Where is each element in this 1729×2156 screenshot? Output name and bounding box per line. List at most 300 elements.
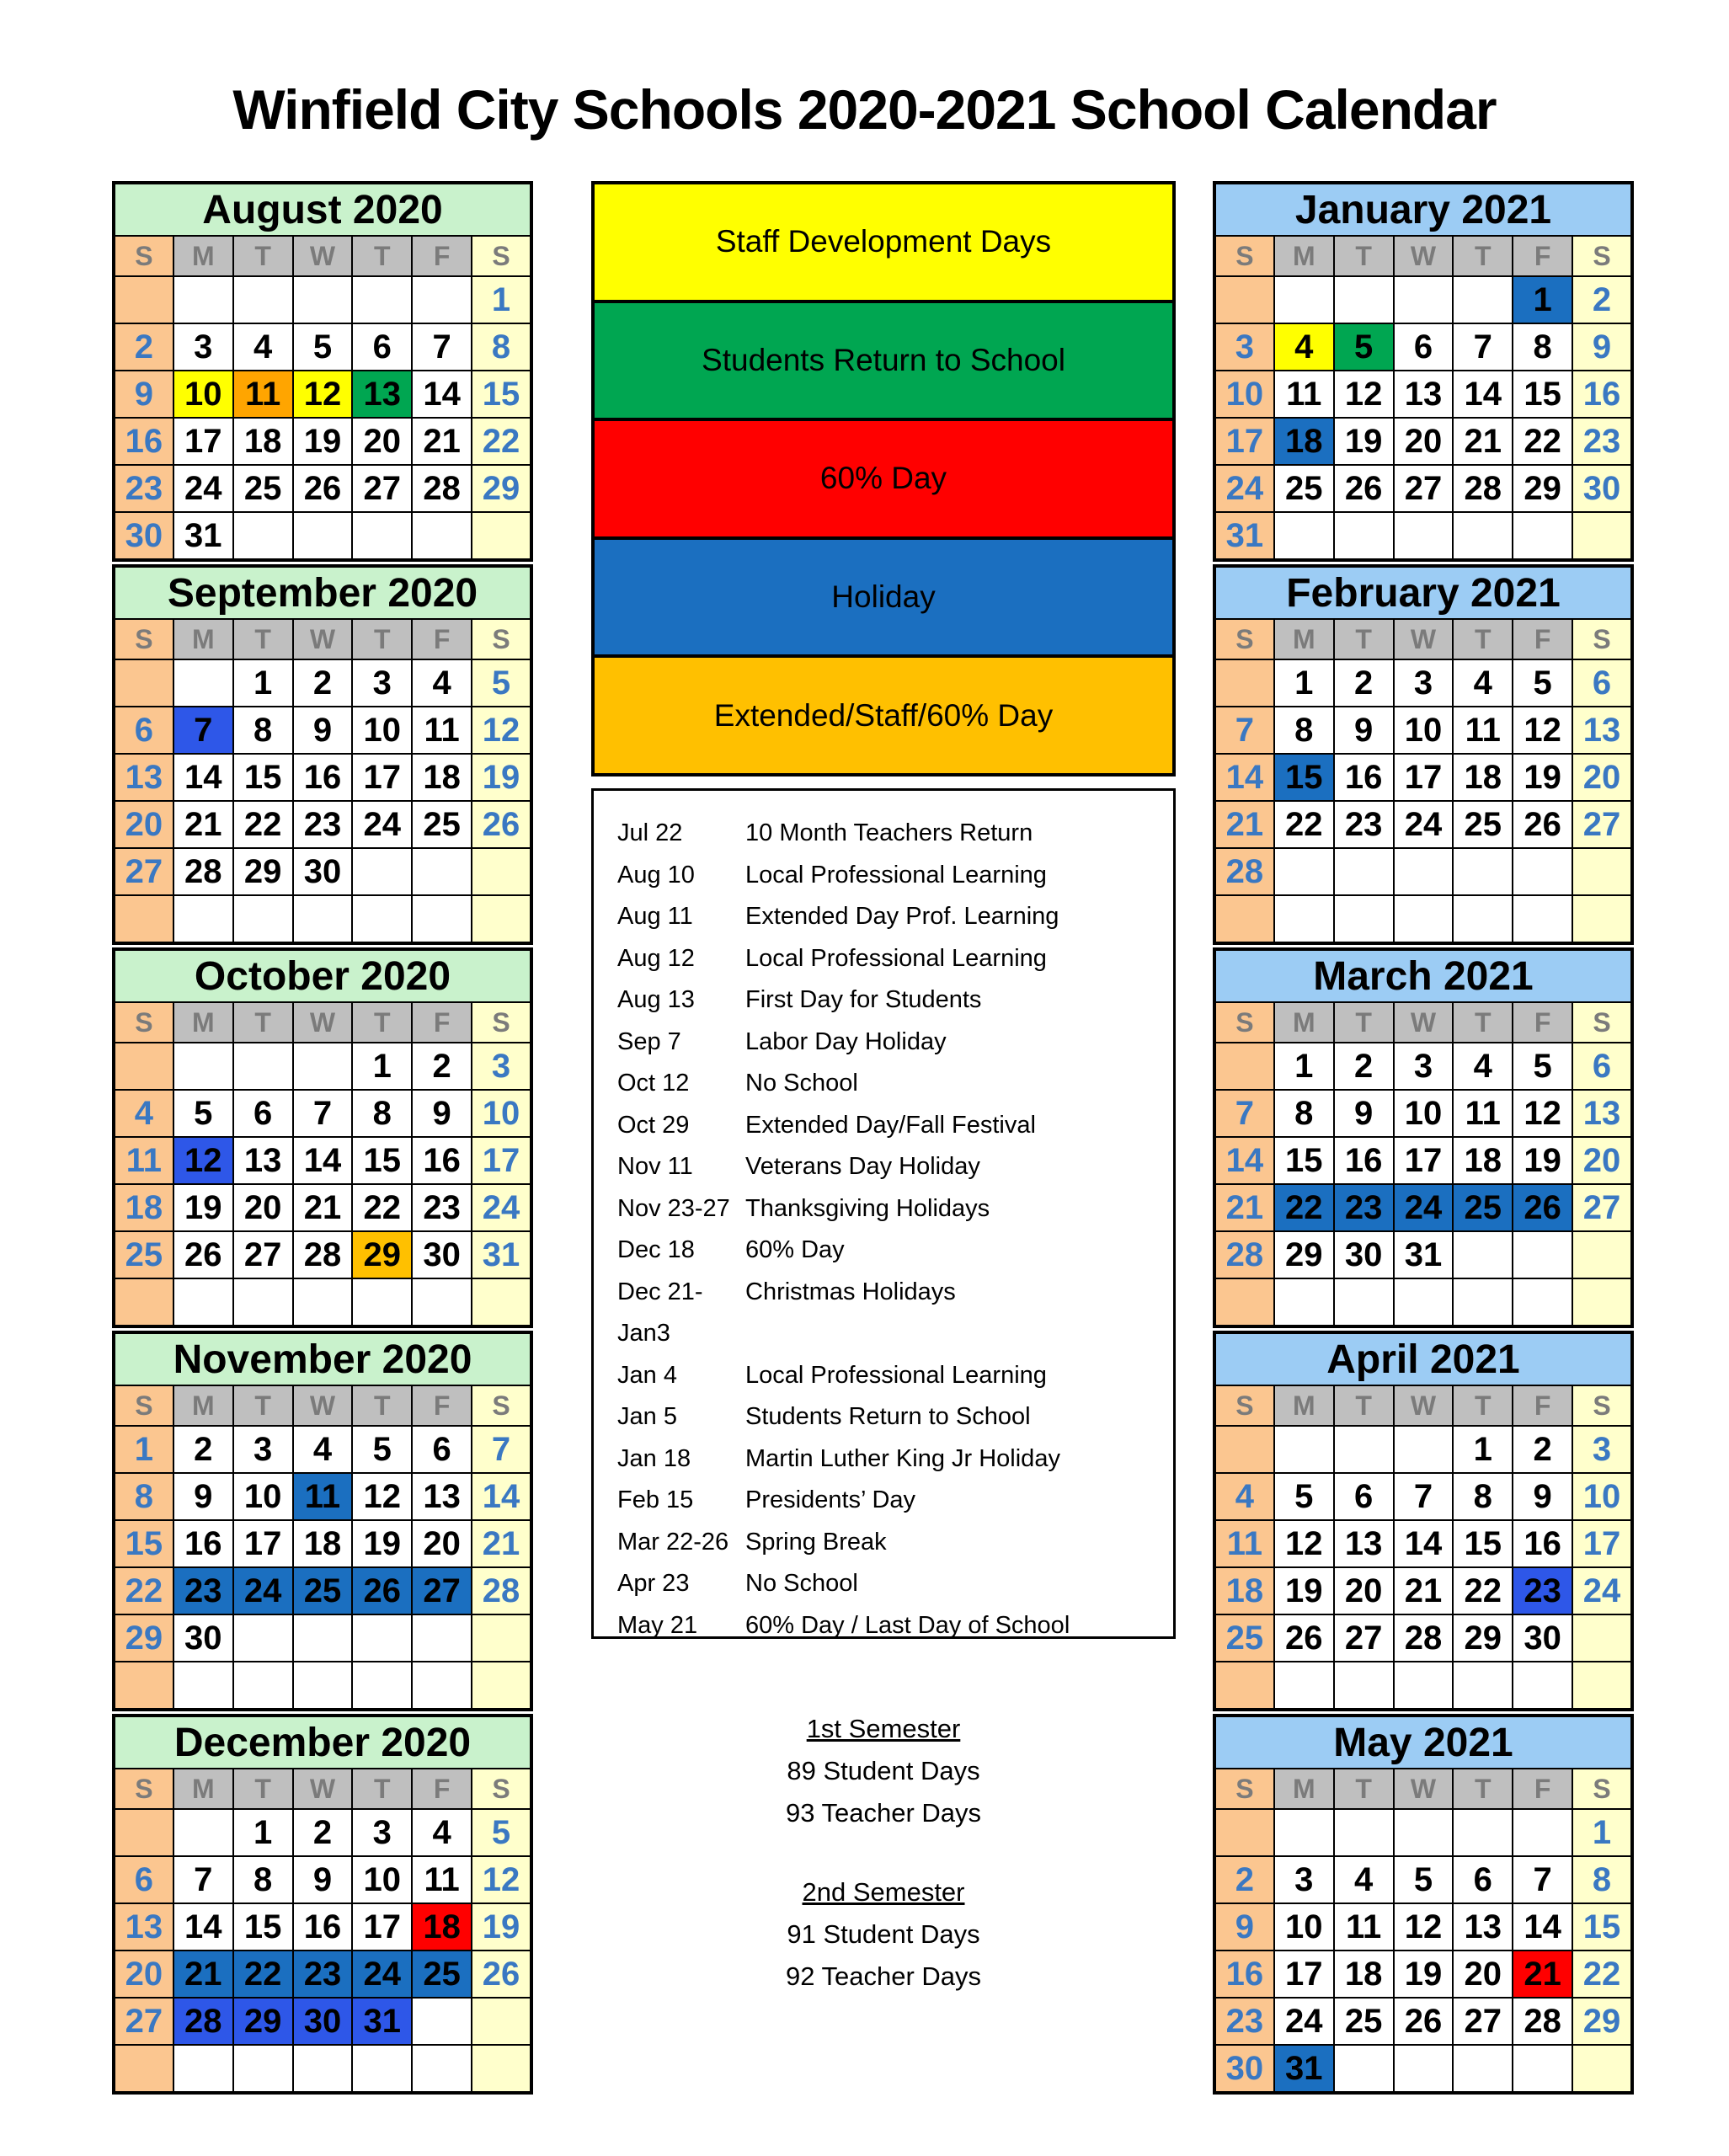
date-cell: 1 bbox=[1453, 1426, 1513, 1473]
date-cell: 1 bbox=[114, 1426, 173, 1473]
date-cell: 17 bbox=[1214, 418, 1274, 465]
day-header: S bbox=[472, 236, 531, 276]
date-cell-empty bbox=[352, 895, 412, 943]
date-cell: 24 bbox=[352, 1951, 412, 1998]
date-cell-empty bbox=[1274, 895, 1334, 943]
date-cell: 24 bbox=[352, 801, 412, 848]
key-date: Apr 23 bbox=[617, 1570, 690, 1597]
date-cell: 9 bbox=[173, 1473, 233, 1520]
date-cell: 13 bbox=[114, 1903, 173, 1951]
date-cell-empty bbox=[1394, 1426, 1454, 1473]
day-header: T bbox=[1453, 619, 1513, 659]
date-cell: 7 bbox=[472, 1426, 531, 1473]
date-cell: 19 bbox=[1513, 1137, 1572, 1184]
date-cell: 19 bbox=[1274, 1567, 1334, 1614]
date-cell: 18 bbox=[412, 754, 472, 801]
key-date-row bbox=[617, 855, 1166, 897]
date-cell-empty bbox=[472, 895, 531, 943]
date-cell-empty bbox=[1572, 2045, 1632, 2093]
date-cell: 29 bbox=[472, 465, 531, 512]
date-cell-empty bbox=[472, 1998, 531, 2045]
date-cell: 26 bbox=[352, 1567, 412, 1614]
date-cell: 18 bbox=[1453, 1137, 1513, 1184]
date-cell-empty bbox=[412, 848, 472, 895]
day-header: T bbox=[233, 1385, 293, 1426]
date-cell: 31 bbox=[1214, 512, 1274, 560]
date-cell: 26 bbox=[173, 1231, 233, 1278]
date-cell: 6 bbox=[114, 707, 173, 754]
date-cell: 4 bbox=[412, 659, 472, 707]
date-cell: 28 bbox=[1453, 465, 1513, 512]
date-cell-empty bbox=[114, 1662, 173, 1710]
date-cell: 25 bbox=[412, 801, 472, 848]
date-cell: 3 bbox=[1214, 323, 1274, 371]
date-cell-empty bbox=[293, 1043, 353, 1090]
date-cell-empty bbox=[412, 2045, 472, 2093]
day-header: T bbox=[1453, 1385, 1513, 1426]
month-calendar-january-2021 bbox=[1213, 181, 1634, 562]
date-cell: 11 bbox=[1453, 707, 1513, 754]
date-cell: 10 bbox=[352, 1856, 412, 1903]
date-cell: 22 bbox=[472, 418, 531, 465]
date-cell: 7 bbox=[1214, 707, 1274, 754]
date-cell: 15 bbox=[233, 1903, 293, 1951]
legend-item-staff-development-days bbox=[595, 184, 1172, 303]
date-cell: 19 bbox=[1513, 754, 1572, 801]
day-header: M bbox=[1274, 1002, 1334, 1043]
date-cell: 6 bbox=[1334, 1473, 1394, 1520]
date-cell: 29 bbox=[1513, 465, 1572, 512]
date-cell: 21 bbox=[1453, 418, 1513, 465]
day-header: W bbox=[1394, 1385, 1454, 1426]
month-calendar-december-2020 bbox=[112, 1714, 533, 2095]
date-cell: 28 bbox=[1513, 1998, 1572, 2045]
key-date: May 21 bbox=[617, 1611, 698, 1639]
date-cell: 20 bbox=[114, 801, 173, 848]
day-header: S bbox=[1572, 236, 1632, 276]
key-date-event: Local Professional Learning bbox=[745, 944, 1047, 972]
day-header: F bbox=[412, 1002, 472, 1043]
date-cell: 4 bbox=[114, 1090, 173, 1137]
key-date-row bbox=[617, 979, 1166, 1022]
date-cell: 22 bbox=[1274, 801, 1334, 848]
date-cell: 23 bbox=[1334, 1184, 1394, 1231]
date-cell-empty bbox=[412, 1278, 472, 1326]
day-header: S bbox=[1214, 1002, 1274, 1043]
date-cell: 19 bbox=[1394, 1951, 1454, 1998]
key-date-event: 60% Day bbox=[745, 1236, 845, 1263]
day-header: T bbox=[352, 1385, 412, 1426]
date-cell: 15 bbox=[1453, 1520, 1513, 1567]
legend-item-students-return-to-school bbox=[595, 303, 1172, 422]
date-cell-empty bbox=[1394, 1278, 1454, 1326]
date-cell: 27 bbox=[114, 1998, 173, 2045]
date-cell-empty bbox=[114, 1809, 173, 1856]
date-cell-empty bbox=[1572, 1614, 1632, 1662]
date-cell: 25 bbox=[293, 1567, 353, 1614]
key-date-event: Extended Day/Fall Festival bbox=[745, 1111, 1036, 1139]
date-cell-empty bbox=[1453, 1278, 1513, 1326]
date-cell-empty bbox=[412, 276, 472, 323]
day-header: M bbox=[1274, 1385, 1334, 1426]
date-cell-empty bbox=[173, 1043, 233, 1090]
day-header: M bbox=[173, 236, 233, 276]
day-header: T bbox=[233, 1769, 293, 1809]
date-cell: 4 bbox=[1453, 659, 1513, 707]
date-cell: 10 bbox=[1572, 1473, 1632, 1520]
semester-stat: 93 Teacher Days bbox=[785, 1798, 982, 1828]
date-cell: 13 bbox=[412, 1473, 472, 1520]
day-header: T bbox=[352, 1769, 412, 1809]
date-cell-empty bbox=[352, 1614, 412, 1662]
date-cell-empty bbox=[233, 1043, 293, 1090]
date-cell-empty bbox=[1572, 1231, 1632, 1278]
date-cell: 23 bbox=[1572, 418, 1632, 465]
date-cell: 24 bbox=[233, 1567, 293, 1614]
date-cell: 29 bbox=[233, 1998, 293, 2045]
day-header: W bbox=[1394, 619, 1454, 659]
date-cell: 11 bbox=[412, 1856, 472, 1903]
date-cell-empty bbox=[1214, 1809, 1274, 1856]
date-cell: 18 bbox=[114, 1184, 173, 1231]
date-cell: 12 bbox=[1513, 1090, 1572, 1137]
date-cell: 18 bbox=[1214, 1567, 1274, 1614]
date-cell-empty bbox=[472, 848, 531, 895]
date-cell: 18 bbox=[1334, 1951, 1394, 1998]
date-cell: 14 bbox=[472, 1473, 531, 1520]
key-date: Aug 13 bbox=[617, 986, 695, 1013]
day-header: S bbox=[472, 1769, 531, 1809]
date-cell: 22 bbox=[114, 1567, 173, 1614]
date-cell: 19 bbox=[173, 1184, 233, 1231]
key-date-event: Veterans Day Holiday bbox=[745, 1153, 980, 1180]
date-cell-empty bbox=[1274, 512, 1334, 560]
date-cell-empty bbox=[293, 895, 353, 943]
key-date: Aug 12 bbox=[617, 944, 695, 972]
date-cell: 21 bbox=[1394, 1567, 1454, 1614]
key-date-row bbox=[617, 1396, 1166, 1438]
date-cell-empty bbox=[1572, 1662, 1632, 1710]
date-cell: 20 bbox=[1394, 418, 1454, 465]
date-cell: 4 bbox=[1334, 1856, 1394, 1903]
day-header: S bbox=[1572, 1002, 1632, 1043]
key-date-event: No School bbox=[745, 1570, 858, 1597]
date-cell-empty bbox=[114, 895, 173, 943]
day-header: T bbox=[1453, 236, 1513, 276]
date-cell: 30 bbox=[293, 1998, 353, 2045]
key-date-event: Local Professional Learning bbox=[745, 861, 1047, 889]
date-cell: 10 bbox=[1214, 371, 1274, 418]
date-cell-empty bbox=[1334, 848, 1394, 895]
semester-stat: 91 Student Days bbox=[787, 1919, 980, 1949]
date-cell-empty bbox=[352, 1278, 412, 1326]
date-cell: 9 bbox=[1572, 323, 1632, 371]
date-cell: 5 bbox=[472, 1809, 531, 1856]
key-date: Jul 22 bbox=[617, 819, 683, 846]
date-cell-empty bbox=[1513, 512, 1572, 560]
date-cell: 13 bbox=[1394, 371, 1454, 418]
date-cell-empty bbox=[1334, 1278, 1394, 1326]
date-cell: 28 bbox=[412, 465, 472, 512]
day-header: F bbox=[412, 1769, 472, 1809]
date-cell: 6 bbox=[1572, 1043, 1632, 1090]
date-cell: 13 bbox=[114, 754, 173, 801]
day-header: F bbox=[1513, 1769, 1572, 1809]
date-cell: 4 bbox=[233, 323, 293, 371]
date-cell: 23 bbox=[1334, 801, 1394, 848]
month-calendar-march-2021 bbox=[1213, 947, 1634, 1328]
day-header: W bbox=[293, 1769, 353, 1809]
date-cell: 26 bbox=[1394, 1998, 1454, 2045]
date-cell-empty bbox=[1453, 1231, 1513, 1278]
date-cell-empty bbox=[173, 276, 233, 323]
date-cell: 12 bbox=[293, 371, 353, 418]
date-cell-empty bbox=[472, 1662, 531, 1710]
date-cell: 9 bbox=[1334, 707, 1394, 754]
date-cell: 9 bbox=[1513, 1473, 1572, 1520]
date-cell: 16 bbox=[173, 1520, 233, 1567]
key-date-event: Christmas Holidays bbox=[745, 1278, 956, 1305]
day-header: T bbox=[1334, 619, 1394, 659]
date-cell: 1 bbox=[1513, 276, 1572, 323]
key-date-row bbox=[617, 1022, 1166, 1064]
date-cell: 30 bbox=[412, 1231, 472, 1278]
date-cell: 22 bbox=[1274, 1184, 1334, 1231]
date-cell: 2 bbox=[173, 1426, 233, 1473]
date-cell: 16 bbox=[1334, 1137, 1394, 1184]
date-cell: 14 bbox=[1214, 1137, 1274, 1184]
date-cell: 26 bbox=[472, 1951, 531, 1998]
date-cell-empty bbox=[233, 276, 293, 323]
date-cell-empty bbox=[173, 1662, 233, 1710]
date-cell: 10 bbox=[233, 1473, 293, 1520]
date-cell: 16 bbox=[114, 418, 173, 465]
key-date-event: Students Return to School bbox=[745, 1403, 1031, 1430]
date-cell-empty bbox=[1453, 512, 1513, 560]
date-cell-empty bbox=[114, 2045, 173, 2093]
date-cell: 17 bbox=[1394, 1137, 1454, 1184]
date-cell: 21 bbox=[1513, 1951, 1572, 1998]
key-date-row bbox=[617, 1272, 1166, 1355]
date-cell: 24 bbox=[1214, 465, 1274, 512]
day-header: M bbox=[173, 1002, 233, 1043]
key-date: Jan 5 bbox=[617, 1403, 677, 1430]
date-cell: 30 bbox=[1334, 1231, 1394, 1278]
date-cell: 22 bbox=[233, 801, 293, 848]
day-header: T bbox=[233, 1002, 293, 1043]
date-cell: 3 bbox=[1572, 1426, 1632, 1473]
date-cell: 7 bbox=[1394, 1473, 1454, 1520]
month-calendar-may-2021 bbox=[1213, 1714, 1634, 2095]
date-cell: 27 bbox=[1572, 1184, 1632, 1231]
day-header: S bbox=[114, 619, 173, 659]
date-cell: 10 bbox=[173, 371, 233, 418]
date-cell: 11 bbox=[412, 707, 472, 754]
date-cell: 18 bbox=[1453, 754, 1513, 801]
date-cell-empty bbox=[233, 1278, 293, 1326]
date-cell-empty bbox=[293, 1662, 353, 1710]
date-cell: 21 bbox=[293, 1184, 353, 1231]
day-header: S bbox=[114, 1002, 173, 1043]
date-cell: 14 bbox=[1453, 371, 1513, 418]
date-cell: 5 bbox=[293, 323, 353, 371]
date-cell: 1 bbox=[352, 1043, 412, 1090]
key-date-event: Thanksgiving Holidays bbox=[745, 1194, 990, 1222]
month-calendar-september-2020 bbox=[112, 564, 533, 945]
date-cell-empty bbox=[1214, 276, 1274, 323]
date-cell-empty bbox=[352, 512, 412, 560]
date-cell: 4 bbox=[412, 1809, 472, 1856]
date-cell-empty bbox=[1334, 2045, 1394, 2093]
date-cell-empty bbox=[1513, 895, 1572, 943]
day-header: T bbox=[1334, 236, 1394, 276]
date-cell: 1 bbox=[1572, 1809, 1632, 1856]
day-header: W bbox=[1394, 1002, 1454, 1043]
date-cell: 31 bbox=[1274, 2045, 1334, 2093]
date-cell-empty bbox=[233, 2045, 293, 2093]
date-cell: 15 bbox=[233, 754, 293, 801]
date-cell: 11 bbox=[1334, 1903, 1394, 1951]
date-cell: 5 bbox=[1274, 1473, 1334, 1520]
day-header: S bbox=[1572, 1385, 1632, 1426]
date-cell: 18 bbox=[1274, 418, 1334, 465]
month-title: January 2021 bbox=[1214, 183, 1632, 236]
date-cell: 20 bbox=[1453, 1951, 1513, 1998]
date-cell-empty bbox=[1214, 659, 1274, 707]
date-cell: 13 bbox=[352, 371, 412, 418]
date-cell: 21 bbox=[1214, 801, 1274, 848]
date-cell: 16 bbox=[1334, 754, 1394, 801]
date-cell: 18 bbox=[293, 1520, 353, 1567]
key-date-row bbox=[617, 1605, 1166, 1647]
date-cell-empty bbox=[1453, 895, 1513, 943]
date-cell-empty bbox=[233, 512, 293, 560]
date-cell: 3 bbox=[352, 1809, 412, 1856]
date-cell: 7 bbox=[1513, 1856, 1572, 1903]
date-cell: 14 bbox=[1513, 1903, 1572, 1951]
date-cell: 12 bbox=[472, 707, 531, 754]
date-cell: 6 bbox=[1394, 323, 1454, 371]
date-cell: 25 bbox=[114, 1231, 173, 1278]
date-cell-empty bbox=[293, 1614, 353, 1662]
date-cell: 11 bbox=[1453, 1090, 1513, 1137]
date-cell: 20 bbox=[114, 1951, 173, 1998]
date-cell-empty bbox=[1274, 1278, 1334, 1326]
date-cell-empty bbox=[1394, 1809, 1454, 1856]
date-cell-empty bbox=[472, 2045, 531, 2093]
day-header: S bbox=[472, 1002, 531, 1043]
date-cell: 1 bbox=[472, 276, 531, 323]
date-cell: 16 bbox=[293, 1903, 353, 1951]
date-cell: 5 bbox=[1513, 659, 1572, 707]
date-cell: 27 bbox=[233, 1231, 293, 1278]
date-cell: 28 bbox=[1214, 848, 1274, 895]
date-cell: 11 bbox=[1214, 1520, 1274, 1567]
date-cell: 1 bbox=[1274, 659, 1334, 707]
key-date-row bbox=[617, 813, 1166, 855]
date-cell: 15 bbox=[472, 371, 531, 418]
date-cell: 6 bbox=[1453, 1856, 1513, 1903]
date-cell: 13 bbox=[233, 1137, 293, 1184]
key-date: Dec 21-Jan3 bbox=[617, 1278, 703, 1347]
date-cell-empty bbox=[114, 659, 173, 707]
day-header: S bbox=[1572, 619, 1632, 659]
date-cell-empty bbox=[352, 848, 412, 895]
date-cell: 12 bbox=[1334, 371, 1394, 418]
day-header: T bbox=[1334, 1002, 1394, 1043]
date-cell-empty bbox=[293, 512, 353, 560]
date-cell: 17 bbox=[1274, 1951, 1334, 1998]
month-calendar-april-2021 bbox=[1213, 1331, 1634, 1711]
date-cell: 17 bbox=[233, 1520, 293, 1567]
date-cell: 18 bbox=[233, 418, 293, 465]
date-cell-empty bbox=[1394, 276, 1454, 323]
date-cell: 15 bbox=[1274, 754, 1334, 801]
day-header: F bbox=[412, 619, 472, 659]
day-header: F bbox=[1513, 1002, 1572, 1043]
date-cell: 5 bbox=[352, 1426, 412, 1473]
day-header: T bbox=[352, 1002, 412, 1043]
key-date: Nov 23-27 bbox=[617, 1194, 730, 1222]
legend-item-holiday bbox=[595, 540, 1172, 659]
date-cell: 11 bbox=[233, 371, 293, 418]
date-cell: 14 bbox=[412, 371, 472, 418]
day-header: M bbox=[1274, 619, 1334, 659]
key-date-row bbox=[617, 1188, 1166, 1230]
date-cell: 24 bbox=[173, 465, 233, 512]
date-cell-empty bbox=[114, 1043, 173, 1090]
date-cell-empty bbox=[472, 1614, 531, 1662]
date-cell-empty bbox=[1394, 2045, 1454, 2093]
date-cell: 2 bbox=[1334, 1043, 1394, 1090]
month-title: May 2021 bbox=[1214, 1716, 1632, 1769]
date-cell: 3 bbox=[352, 659, 412, 707]
date-cell-empty bbox=[1394, 512, 1454, 560]
key-date-row bbox=[617, 1522, 1166, 1564]
date-cell: 30 bbox=[1572, 465, 1632, 512]
date-cell-empty bbox=[1214, 1426, 1274, 1473]
date-cell: 12 bbox=[1513, 707, 1572, 754]
date-cell: 22 bbox=[1453, 1567, 1513, 1614]
date-cell: 24 bbox=[1394, 1184, 1454, 1231]
date-cell: 29 bbox=[1572, 1998, 1632, 2045]
date-cell: 16 bbox=[1513, 1520, 1572, 1567]
date-cell-empty bbox=[173, 659, 233, 707]
date-cell: 8 bbox=[1274, 707, 1334, 754]
date-cell: 12 bbox=[1394, 1903, 1454, 1951]
date-cell: 17 bbox=[1572, 1520, 1632, 1567]
date-cell: 31 bbox=[472, 1231, 531, 1278]
key-date-row bbox=[617, 1146, 1166, 1188]
date-cell-empty bbox=[352, 276, 412, 323]
day-header: M bbox=[173, 1385, 233, 1426]
page-title: Winfield City Schools 2020-2021 School Calendar bbox=[232, 78, 1497, 141]
date-cell: 23 bbox=[293, 801, 353, 848]
date-cell: 10 bbox=[472, 1090, 531, 1137]
date-cell: 4 bbox=[1453, 1043, 1513, 1090]
key-date: Jan 18 bbox=[617, 1444, 691, 1472]
date-cell: 2 bbox=[1572, 276, 1632, 323]
day-header: T bbox=[1453, 1769, 1513, 1809]
key-date-row bbox=[617, 1480, 1166, 1522]
date-cell-empty bbox=[1572, 512, 1632, 560]
day-header: W bbox=[1394, 236, 1454, 276]
day-header: T bbox=[1453, 1002, 1513, 1043]
date-cell-empty bbox=[233, 895, 293, 943]
date-cell: 8 bbox=[114, 1473, 173, 1520]
date-cell: 30 bbox=[293, 848, 353, 895]
date-cell: 6 bbox=[352, 323, 412, 371]
